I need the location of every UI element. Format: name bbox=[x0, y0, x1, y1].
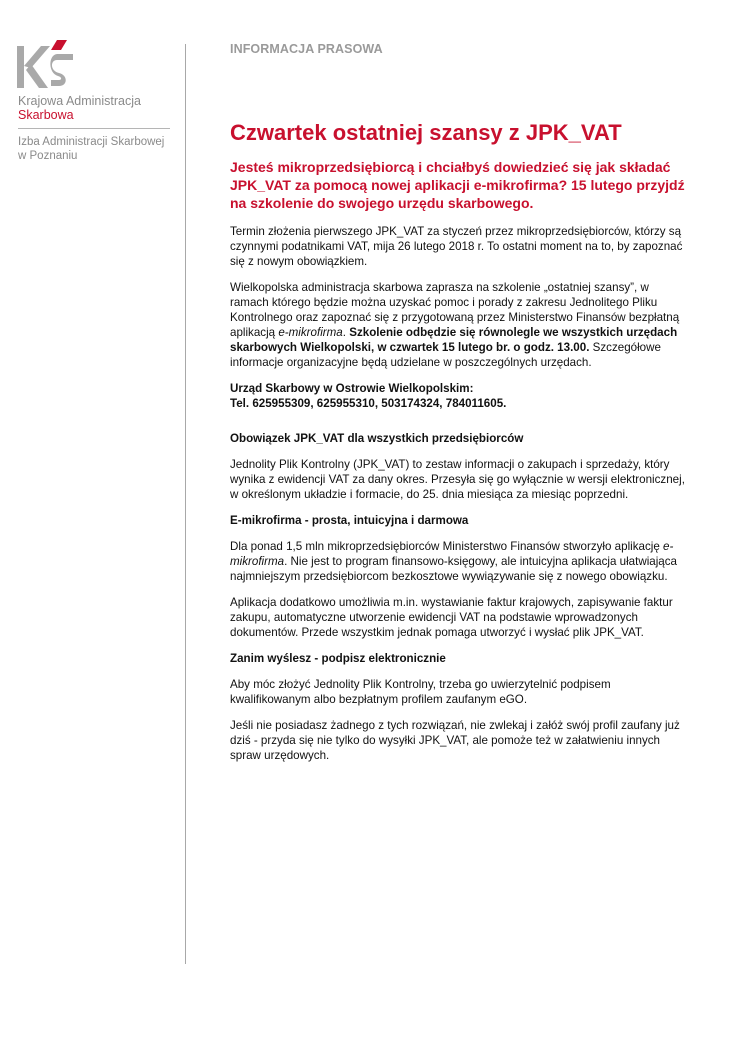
contact-phones: Tel. 625955309, 625955310, 503174324, 784011605. bbox=[230, 397, 507, 410]
section-signature-text1: Aby móc złożyć Jednolity Plik Kontrolny, trzeba go uwierzytelnić podpisem kwalifikowanym albo bezpłatnym profilem zaufanym eGO. bbox=[230, 678, 611, 706]
org-unit-line2: w Poznaniu bbox=[18, 149, 78, 162]
training-text-c: Szczegółowe informacje organizacyjne będą udzielane w poszczególnych urzędach. bbox=[230, 341, 661, 369]
kas-logo-icon bbox=[17, 40, 81, 90]
section-emikrofirma-text2: Aplikacja dodatkowo umożliwia m.in. wystawianie faktur krajowych, zapisywanie faktur zakupu, automatyczne utworzenie ewidencji VAT na podstawie wprowadzonych dokumentów. Przede wszystkim jednak pomaga utworzyć i wysłać plik JPK_VAT. bbox=[230, 596, 673, 639]
section-heading-emikrofirma: E-mikrofirma - prosta, intuicyjna i darmowa bbox=[230, 514, 469, 527]
org-unit-line1: Izba Administracji Skarbowej bbox=[18, 136, 165, 148]
organization-unit bbox=[18, 136, 164, 163]
section-heading-signature: Zanim wyślesz - podpisz elektronicznie bbox=[230, 652, 446, 665]
vertical-divider bbox=[185, 44, 186, 964]
training-paragraph bbox=[230, 280, 686, 370]
contact-office: Urząd Skarbowy w Ostrowie Wielkopolskim: bbox=[230, 382, 474, 395]
training-date-bold: Szkolenie odbędzie się równolegle we wszystkich urzędach skarbowych Wielkopolski, w czwartek 15 lutego br. o godz. 13.00. bbox=[230, 326, 678, 354]
app-name-emphasis: e-mikrofirma bbox=[278, 326, 343, 339]
emikrofirma-text-a: Dla ponad 1,5 mln mikroprzedsiębiorców Ministerstwo Finansów stworzyło aplikację bbox=[230, 540, 664, 553]
emikrofirma-emphasis: e-mikrofirma bbox=[230, 540, 674, 568]
organization-name bbox=[18, 94, 141, 122]
org-name-line1: Krajowa Administracja bbox=[18, 94, 141, 108]
training-text-a: Wielkopolska administracja skarbowa zaprasza na szkolenie „ostatniej szansy”, w ramach którego będzie można uzyskać pomoc i porady z zakresu Jednolitego Pliku Kontrolnego oraz zapoznać się z przygotowaną przez Ministerstwo Finansów bezpłatną aplikacją bbox=[230, 281, 680, 339]
sidebar-divider bbox=[18, 128, 170, 129]
org-name-line2: Skarbowa bbox=[18, 108, 74, 122]
emikrofirma-text-b: . Nie jest to program finansowo-księgowy, ale intuicyjna aplikacja ułatwiająca najmniejszym przedsiębiorcom bezkosztowe wywiązywanie się z nowego obowiązku. bbox=[230, 555, 677, 583]
section-obligation-text: Jednolity Plik Kontrolny (JPK_VAT) to zestaw informacji o zakupach i sprzedaży, który wynika z ewidencji VAT za dany okres. Przesyła się go wyłącznie w wersji elektronicznej, w określonym układzie i formacie, do 25. dnia miesiąca za miesiąc poprzedni. bbox=[230, 458, 685, 501]
section-heading-obligation: Obowiązek JPK_VAT dla wszystkich przedsiębiorców bbox=[230, 432, 524, 445]
contact-block bbox=[230, 381, 686, 411]
page-title: Czwartek ostatniej szansy z JPK_VAT bbox=[230, 120, 622, 145]
training-text-b: . bbox=[342, 326, 350, 339]
section-emikrofirma-text1 bbox=[230, 539, 686, 584]
lead-paragraph: Jesteś mikroprzedsiębiorcą i chciałbyś dowiedzieć się jak składać JPK_VAT za pomocą nowej aplikacji e-mikrofirma? 15 lutego przyjdź na szkolenie do swojego urzędu skarbowego. bbox=[230, 159, 685, 211]
press-release bbox=[230, 42, 686, 774]
section-signature-text2: Jeśli nie posiadasz żadnego z tych rozwiązań, nie zwlekaj i załóż swój profil zaufany już dziś - przyda się nie tylko do wysyłki JPK_VAT, ale pomoże też w załatwieniu innych spraw urzędowych. bbox=[230, 719, 680, 762]
intro-paragraph: Termin złożenia pierwszego JPK_VAT za styczeń przez mikroprzedsiębiorców, którzy są czynnymi podatnikami VAT, mija 26 lutego 2018 r. To ostatni moment na to, by zapoznać się z nowym obowiązkiem. bbox=[230, 225, 683, 268]
document-type-label: INFORMACJA PRASOWA bbox=[230, 42, 383, 56]
